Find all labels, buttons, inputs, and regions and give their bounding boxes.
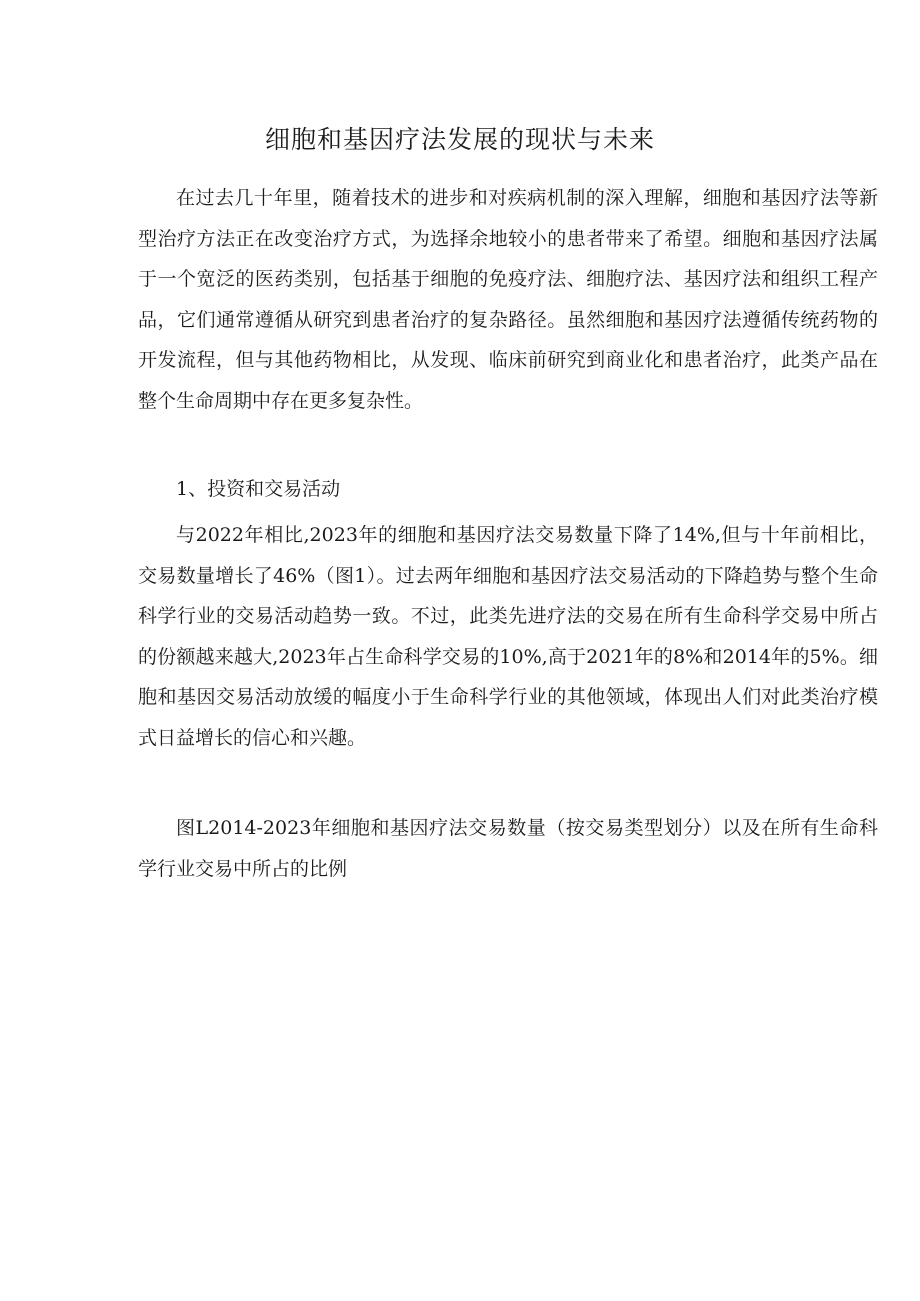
section-heading-investment: 1、投资和交易活动: [176, 478, 341, 500]
document-title: 细胞和基因疗法发展的现状与未来: [264, 125, 655, 154]
investment-paragraph: 与2022年相比,2023年的细胞和基因疗法交易数量下降了14%,但与十年前相比，交易数量增长了46%（图1）。过去两年细胞和基因疗法交易活动的下降趋势与整个生命科学行业的交易活动趋势一致。不过，此类先进疗法的交易在所有生命科学交易中所占的份额越来越大,2023年占生命科学交易的10%,高于2021年的8%和2014年的5%。细胞和基因交易活动放缓的幅度小于生命科学行业的其他领域，体现出人们对此类治疗模式日益增长的信心和兴趣。: [138, 524, 878, 749]
figure-caption: 图L2014-2023年细胞和基因疗法交易数量（按交易类型划分）以及在所有生命科学行业交易中所占的比例: [138, 817, 878, 880]
intro-paragraph: 在过去几十年里，随着技术的进步和对疾病机制的深入理解，细胞和基因疗法等新型治疗方法正在改变治疗方式，为选择余地较小的患者带来了希望。细胞和基因疗法属于一个宽泛的医药类别，包括基于细胞的免疫疗法、细胞疗法、基因疗法和组织工程产品，它们通常遵循从研究到患者治疗的复杂路径。虽然细胞和基因疗法遵循传统药物的开发流程，但与其他药物相比，从发现、临床前研究到商业化和患者治疗，此类产品在整个生命周期中存在更多复杂性。: [138, 187, 878, 412]
